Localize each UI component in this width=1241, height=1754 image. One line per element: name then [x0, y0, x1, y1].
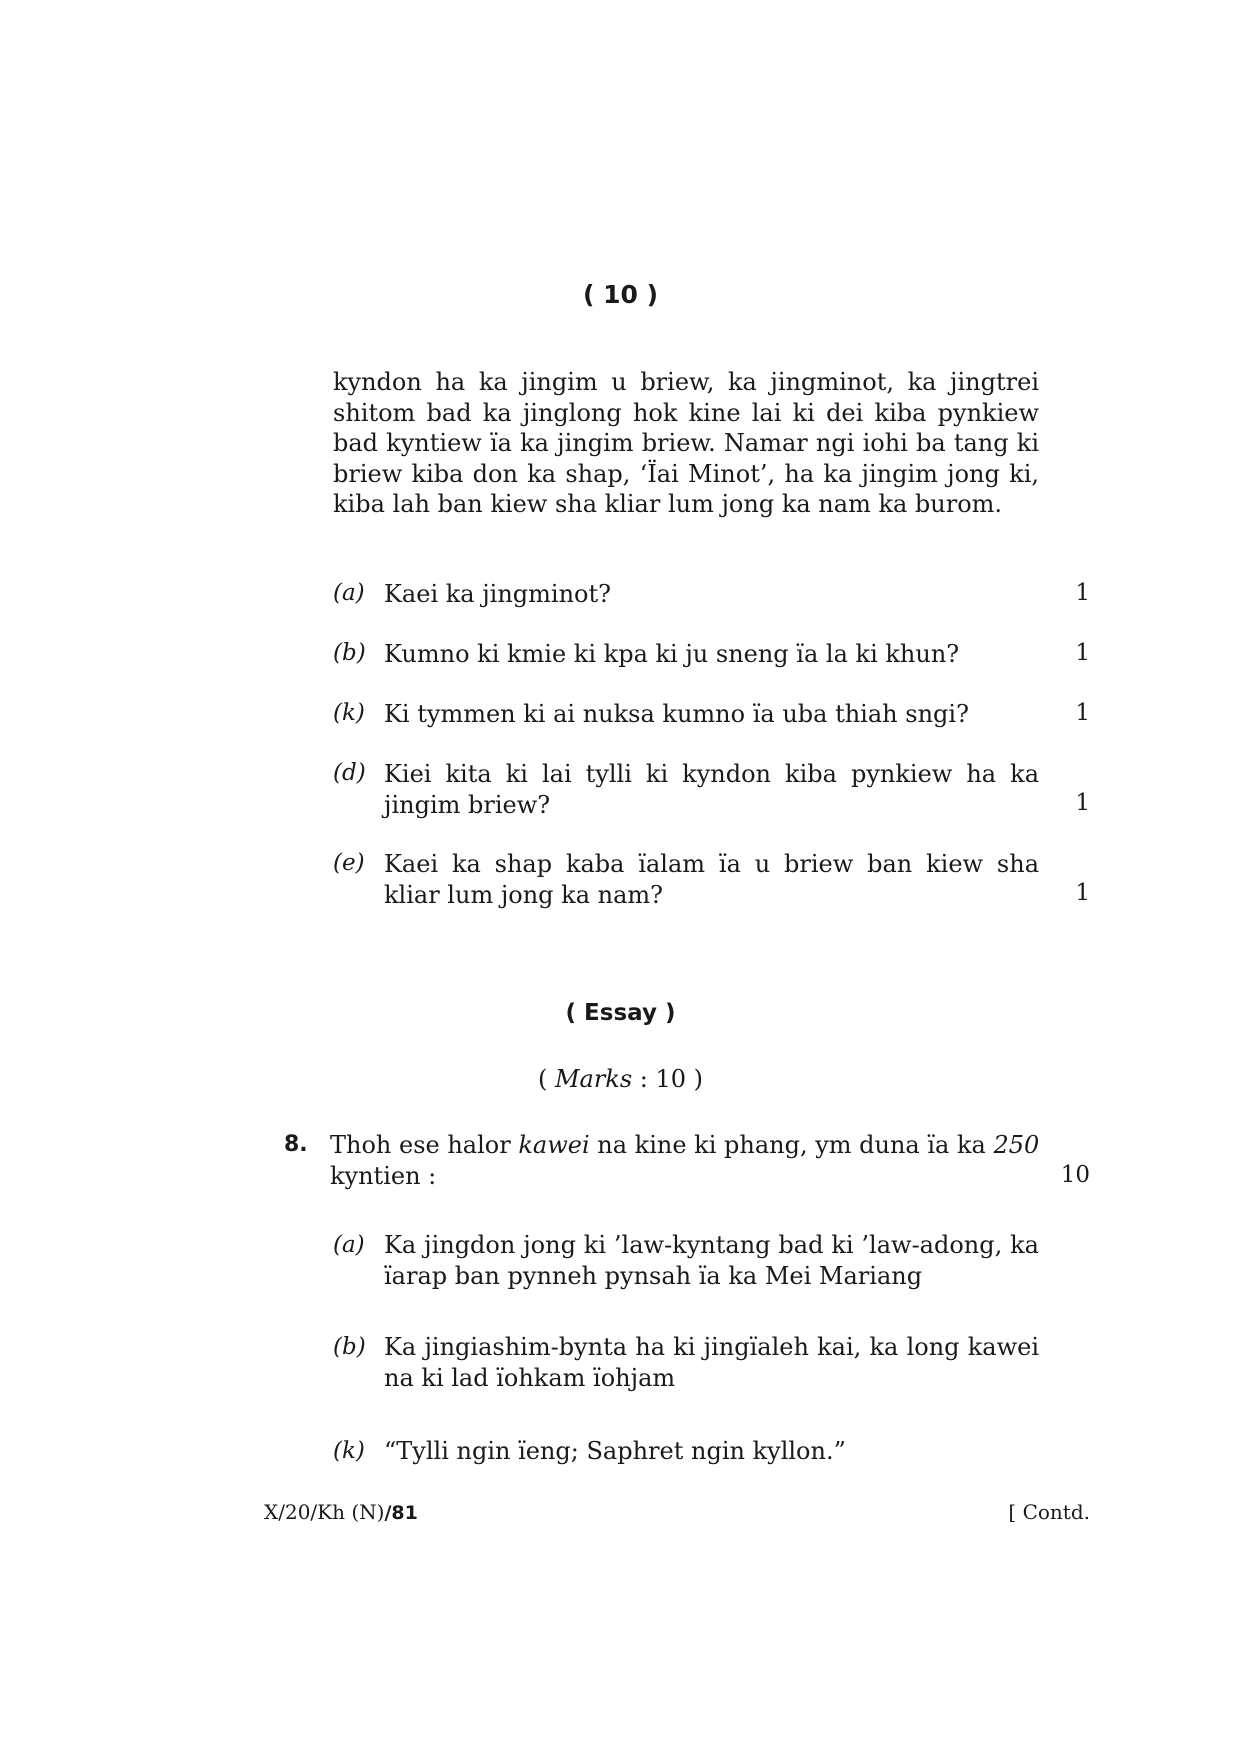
- question-text: Kiei kita ki lai tylli ki kyndon kiba pynkiew ha ka jingim briew?: [384, 760, 1039, 819]
- question-label: (k): [333, 700, 365, 726]
- question-label: (d): [333, 760, 366, 786]
- option-text: Ka jingdon jong ki ’law-kyntang bad ki ’law-adong, ka ïarap ban pynneh pynsah ïa ka Mei Mariang: [384, 1231, 1039, 1290]
- question-label: (e): [333, 850, 365, 876]
- section-title: ( Essay ): [565, 1000, 676, 1026]
- question-marks: 1: [1075, 880, 1090, 906]
- question-text: Kumno ki kmie ki kpa ki ju sneng ïa la ki khun?: [384, 640, 960, 668]
- option-text: Ka jingiashim-bynta ha ki jingïaleh kai, ka long kawei na ki lad ïohkam ïohjam: [384, 1333, 1039, 1392]
- paper-code: X/20/Kh (N)/81: [264, 1500, 418, 1524]
- question-text: Ki tymmen ki ai nuksa kumno ïa uba thiah sngi?: [384, 700, 969, 728]
- page-number: ( 10 ): [582, 280, 659, 309]
- question-8-text: Thoh ese halor kawei na kine ki phang, ym duna ïa ka 250 kyntien :: [330, 1131, 1040, 1190]
- question-marks: 1: [1075, 580, 1090, 606]
- contd-label: [ Contd.: [1008, 1500, 1090, 1524]
- question-8-marks: 10: [1060, 1162, 1090, 1188]
- section-marks: ( Marks : 10 ): [537, 1065, 704, 1093]
- option-text: “Tylli ngin ïeng; Saphret ngin kyllon.”: [384, 1437, 846, 1465]
- question-marks: 1: [1075, 640, 1090, 666]
- question-marks: 1: [1075, 700, 1090, 726]
- question-text: Kaei ka shap kaba ïalam ïa u briew ban kiew sha kliar lum jong ka nam?: [384, 850, 1039, 909]
- question-number: 8.: [284, 1132, 308, 1157]
- passage-text: kyndon ha ka jingim u briew, ka jingminot, ka jingtrei shitom bad ka jinglong hok kine lai ki dei kiba pynkiew bad kyntiew ïa ka jingim briew. Namar ngi iohi ba tang ki briew kiba don ka shap, ‘Ïai Minot’, ha ka jingim jong ki, kiba lah ban kiew sha kliar lum jong ka nam ka burom.: [333, 368, 1039, 518]
- option-label: (b): [333, 1334, 366, 1360]
- question-marks: 1: [1075, 790, 1090, 816]
- option-label: (k): [333, 1438, 365, 1464]
- question-label: (b): [333, 640, 366, 666]
- option-label: (a): [333, 1232, 365, 1258]
- question-label: (a): [333, 580, 365, 606]
- question-text: Kaei ka jingminot?: [384, 580, 612, 608]
